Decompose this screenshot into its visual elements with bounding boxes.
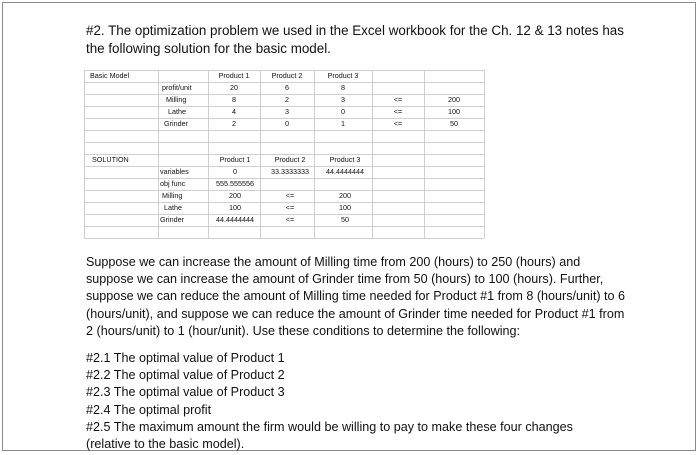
- table-cell: 8: [341, 83, 345, 92]
- question-item: #2.3 The optimal value of Product 3: [86, 385, 285, 400]
- variables-label: variables: [160, 167, 189, 176]
- constraint-lhs: 100: [229, 203, 241, 212]
- table-cell: 3: [341, 95, 345, 104]
- constraint-label: Milling: [162, 191, 183, 200]
- table-cell: 4: [232, 107, 236, 116]
- row-label: Grinder: [164, 119, 188, 128]
- row-label: profit/unit: [162, 83, 192, 92]
- basic-product-header: Product 3: [327, 71, 359, 80]
- objfunc-label: obj func: [160, 179, 186, 188]
- grid-line: [84, 70, 85, 238]
- solution-product-header: Product 3: [329, 155, 361, 164]
- constraint-operator: <=: [285, 215, 295, 224]
- basic-product-header: Product 2: [271, 71, 303, 80]
- constraint-operator: <=: [285, 191, 295, 200]
- question-item: #2.4 The optimal profit: [86, 402, 212, 417]
- question-item: #2.2 The optimal value of Product 2: [86, 368, 285, 383]
- row-label: Milling: [166, 95, 187, 104]
- row-label: Lathe: [168, 107, 186, 116]
- variable-value: 44.4444444: [326, 167, 364, 176]
- objfunc-value: 555.555556: [216, 179, 254, 188]
- table-cell: 2: [285, 95, 289, 104]
- question-item: #2.1 The optimal value of Product 1: [86, 351, 285, 365]
- spreadsheet-image: [84, 70, 504, 240]
- solution-label: SOLUTION: [92, 155, 129, 164]
- basic-product-header: Product 1: [218, 71, 250, 80]
- constraint-label: Grinder: [160, 215, 184, 224]
- constraint-rhs: 50: [341, 215, 349, 224]
- table-cell: 8: [232, 95, 236, 104]
- grid-line: [158, 70, 159, 238]
- question-list: [86, 350, 626, 453]
- constraint-operator: <=: [393, 107, 403, 116]
- constraint-rhs: 100: [339, 203, 351, 212]
- variable-value: 33.3333333: [271, 167, 309, 176]
- problem-text: Suppose we can increase the amount of Milling time from 200 (hours) to 250 (hours) and suppose we can increase the amount of Grinder time from 50 (hours) to 100 (hours). Further, suppose we can reduce the amount of Milling time needed for Product #1 from 8 (hours/unit) to 6 (hours/unit), and suppose we can reduce the amount of Grinder time needed for Product #1 from 2 (hours/unit) to 1 (hour/unit). Use these conditions to determine the following:: [86, 255, 626, 338]
- constraint-rhs: 100: [448, 107, 460, 116]
- grid-line: [484, 70, 485, 238]
- question-item: (relative to the basic model).: [86, 437, 245, 452]
- table-cell: 0: [341, 107, 345, 116]
- constraint-operator: <=: [393, 95, 403, 104]
- solution-product-header: Product 2: [274, 155, 306, 164]
- constraint-label: Lathe: [164, 203, 182, 212]
- constraint-rhs: 200: [339, 191, 351, 200]
- table-cell: 6: [285, 83, 289, 92]
- constraint-rhs: 200: [448, 95, 460, 104]
- constraint-operator: <=: [285, 203, 295, 212]
- variable-value: 0: [233, 167, 237, 176]
- basic-model-label: Basic Model: [90, 71, 130, 80]
- table-cell: 1: [341, 119, 345, 128]
- constraint-lhs: 44.4444444: [216, 215, 254, 224]
- constraint-lhs: 200: [229, 191, 241, 200]
- table-cell: 0: [285, 119, 289, 128]
- grid-line: [84, 238, 484, 239]
- question-item: #2.5 The maximum amount the firm would be willing to pay to make these four changes: [86, 419, 573, 434]
- table-cell: 20: [230, 83, 238, 92]
- solution-product-header: Product 1: [219, 155, 251, 164]
- question-heading: #2. The optimization problem we used in the Excel workbook for the Ch. 12 & 13 notes has the following solution for the basic model.: [86, 23, 624, 56]
- constraint-operator: <=: [393, 119, 403, 128]
- table-cell: 3: [285, 107, 289, 116]
- table-cell: 2: [232, 119, 236, 128]
- constraint-rhs: 50: [450, 119, 458, 128]
